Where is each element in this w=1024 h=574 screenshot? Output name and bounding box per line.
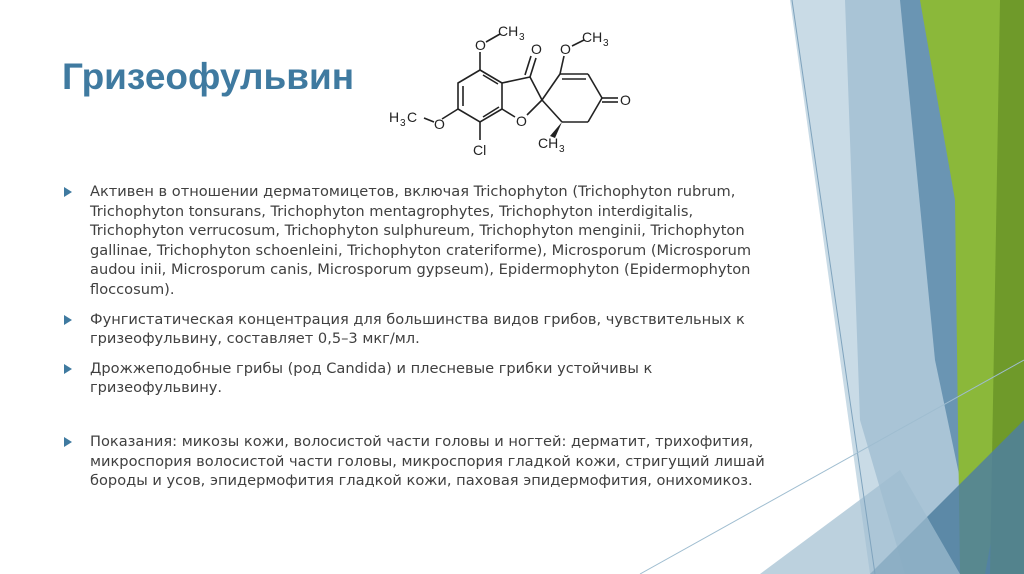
atom-cl: Cl [473,142,487,158]
bullet-arrow-icon [64,364,72,374]
structure-labels [389,23,631,158]
bullet-resistance [62,359,782,398]
bullet-arrow-icon [64,315,72,325]
atom-sub-left: 3 [400,118,406,129]
atom-ch-top-left: CH [498,23,519,39]
atom-sub-top-right: 3 [603,38,609,49]
atom-sub-top-left: 3 [519,32,525,43]
atom-sub-bottom: 3 [559,144,565,155]
atom-o-top-left: O [475,37,486,53]
bullet-text: Дрожжеподобные грибы (род Candida) и плесневые грибки устойчивы к гризеофульвину. [90,359,653,397]
slide-title: Гризеофульвин [62,56,355,97]
atom-o-left: O [434,116,445,132]
atom-h-left: H [389,109,400,125]
slide-body [62,182,782,491]
bullet-text: Фунгистатическая концентрация для большинства видов грибов, чувствительных к гризеофульвину, составляет 0,5–3 мкг/мл. [90,310,745,348]
atom-o-carbonyl: O [531,41,542,57]
atom-o-top-right: O [560,41,571,57]
atom-ch-top-right: CH [582,29,603,45]
atom-ch-bottom: CH [538,135,559,151]
bullet-activity [62,182,782,300]
atom-c-left: C [407,109,418,125]
atom-o-ketone: O [620,92,631,108]
bullet-indications [62,432,782,491]
bullet-concentration [62,310,782,349]
bullet-text: Активен в отношении дерматомицетов, включая Trichophyton (Trichophyton rubrum, Trichophyton tonsurans, Trichophyton mentagrophytes, Trichophyton interdigitalis, Trichophyton verrucosum, Trichophyton sulphureum, Trichophyton menginii, Trichophyton gallinae, Trichophyton schoenleini, Trichophyton crateriforme), Microsporum (Microsporum audou inii, Microsporum canis, Microsporum gypseum), Epidermophyton (Epidermophyton floccosum). [90,183,752,298]
bullet-text: Показания: микозы кожи, волосистой части головы и ногтей: дерматит, трихофития, микроспория волосистой части головы, микроспория гладкой кожи, стригущий лишай бороды и усов, эпидермофития гладкой кожи, паховая эпидермофития, онихомикоз. [90,432,765,490]
bullet-arrow-icon [64,437,72,447]
atom-o-ring: O [516,113,527,129]
bullet-arrow-icon [64,187,72,197]
griseofulvin-structure [372,14,662,164]
